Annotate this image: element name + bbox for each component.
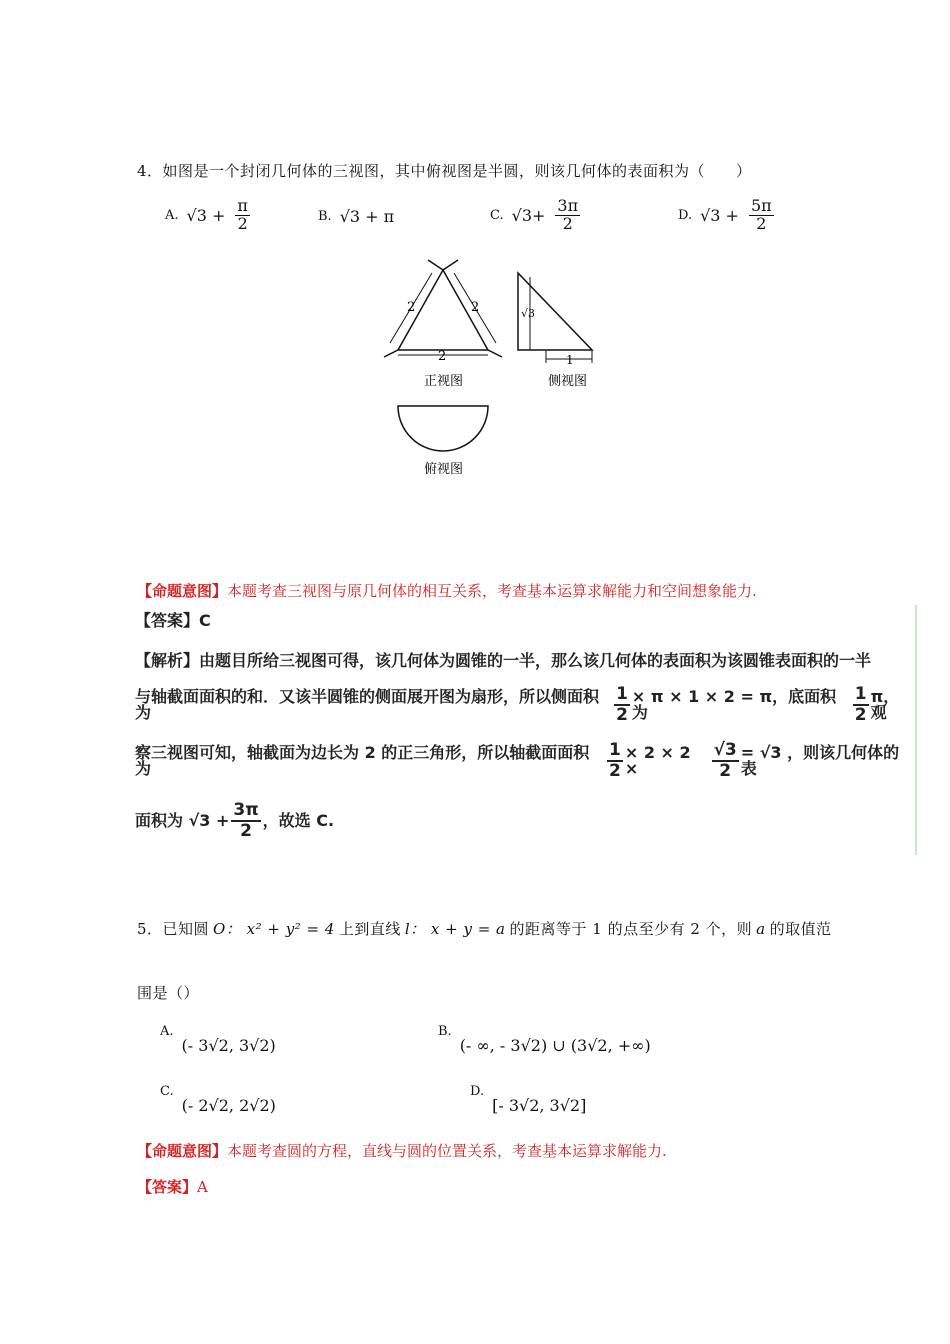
option-text: (- 2√2, 2√2) [181, 1096, 276, 1115]
analysis-text: ，故选 C. [262, 810, 335, 830]
option-label: B. [318, 209, 332, 224]
q4-option-a[interactable] [165, 198, 252, 233]
fraction-num: √3 [713, 740, 737, 760]
q5-option-d[interactable] [470, 1084, 586, 1115]
option-int: √3 + [186, 205, 226, 225]
q4-answer [135, 613, 211, 629]
stem-text: 的取值范 [769, 920, 832, 938]
front-caption: 正视图 [424, 374, 464, 389]
option-text: (- 3√2, 3√2) [181, 1036, 276, 1055]
option-label: D. [470, 1084, 485, 1099]
fraction-half [607, 741, 623, 780]
answer-value: A [197, 1178, 208, 1196]
q5-stem [137, 918, 832, 939]
analysis-text: 与轴截面面积的和．又该半圆锥的侧面展开图为扇形，所以侧面积为 [135, 686, 600, 722]
fraction-half [614, 685, 630, 724]
option-fraction [555, 198, 580, 233]
side-caption: 侧视图 [548, 374, 588, 389]
intent-text: 本题考查圆的方程，直线与圆的位置关系，考查基本运算求解能力. [227, 1142, 667, 1160]
q5-stem-2: 围是（） [137, 984, 200, 1002]
front-label-left: 2 [407, 300, 416, 315]
option-label: D. [678, 207, 693, 223]
option-label: C. [490, 207, 504, 223]
q4-option-b[interactable] [318, 207, 394, 226]
variable-a: a [756, 919, 766, 938]
fraction-half [853, 685, 869, 724]
analysis-text: × π × 1 × 2 = π，底面积为 [631, 686, 837, 722]
stem-text: 5．已知圆 [137, 920, 210, 938]
option-fraction [749, 198, 774, 233]
analysis-text: 面积为 √3 + [135, 810, 230, 830]
analysis-text: 由题目所给三视图可得，该几何体为圆锥的一半，那么该几何体的表面积为该圆锥表面积的一半 [199, 651, 872, 670]
front-label-right: 2 [471, 300, 480, 315]
top-view-semicircle [398, 406, 488, 451]
analysis-text: = √3 ，则该几何体的表 [740, 742, 900, 778]
fraction-den: 2 [616, 704, 628, 725]
option-label: B. [438, 1024, 452, 1039]
option-int: √3+ [511, 205, 546, 225]
q4-option-c[interactable] [490, 198, 582, 233]
q5-option-b[interactable] [438, 1024, 651, 1055]
fraction-num: 3π [233, 800, 259, 820]
fraction-den: 2 [719, 760, 732, 781]
q4-stem: 4．如图是一个封闭几何体的三视图，其中俯视图是半圆，则该几何体的表面积为（ ） [137, 162, 752, 180]
intent-tag: 【命题意图】 [137, 582, 228, 600]
stem-text: 的距离等于 1 的点至少有 2 个，则 [509, 920, 753, 938]
fraction-den: 2 [854, 704, 867, 725]
stem-text: 上到直线 [338, 920, 401, 938]
q5-answer [137, 1176, 208, 1197]
fraction-den: 2 [562, 213, 573, 233]
front-view [384, 260, 502, 357]
answer-value: C [199, 611, 211, 630]
q5-intent [137, 1140, 667, 1161]
side-label-height: √3 [521, 307, 536, 320]
top-caption: 俯视图 [424, 462, 464, 477]
three-view-figure [370, 255, 610, 485]
analysis-text: × 2 × 2 × [624, 742, 691, 778]
analysis-line-3 [135, 741, 915, 780]
fraction-num: 5π [750, 196, 772, 215]
fraction-num: 1 [854, 684, 867, 704]
answer-tag: 【答案】 [135, 611, 200, 630]
q4-intent [137, 580, 757, 601]
fraction-den: 2 [609, 760, 621, 781]
option-label: A. [165, 207, 179, 223]
option-label: A. [160, 1024, 174, 1039]
analysis-line-4 [135, 801, 334, 840]
fraction-3pi-half [231, 801, 260, 840]
analysis-line-1 [135, 653, 871, 669]
side-label-width: 1 [566, 353, 574, 367]
fraction-num: π [237, 196, 248, 215]
answer-analysis-box [135, 605, 917, 855]
fraction-den: 2 [756, 213, 767, 233]
answer-tag: 【答案】 [137, 1178, 198, 1196]
option-label: C. [160, 1084, 174, 1099]
front-label-bottom: 2 [438, 349, 447, 364]
option-text: (- ∞, - 3√2) ∪ (3√2, +∞) [459, 1036, 651, 1055]
analysis-tag: 【解析】 [135, 651, 200, 670]
option-int: √3 + π [339, 207, 395, 226]
circle-equation: O： x² + y² = 4 [213, 920, 335, 938]
line-equation: l： x + y = a [404, 920, 506, 938]
fraction-den: 2 [240, 820, 252, 841]
q5-option-a[interactable] [160, 1024, 276, 1055]
intent-tag: 【命题意图】 [137, 1142, 228, 1160]
option-text: [- 3√2, 3√2] [492, 1096, 587, 1115]
fraction-num: 1 [609, 740, 621, 760]
fraction-sqrt3-half [712, 741, 739, 780]
analysis-text: 察三视图可知，轴截面为边长为 2 的正三角形，所以轴截面面积为 [135, 742, 590, 778]
option-fraction [235, 198, 250, 233]
option-int: √3 + [700, 205, 739, 225]
fraction-num: 1 [616, 684, 628, 704]
q5-option-c[interactable] [160, 1084, 276, 1115]
intent-text: 本题考查三视图与原几何体的相互关系，考查基本运算求解能力和空间想象能力. [227, 582, 757, 600]
q4-option-d[interactable] [678, 198, 776, 233]
fraction-num: 3π [557, 196, 579, 215]
analysis-text: π，观 [870, 686, 900, 722]
fraction-den: 2 [237, 213, 248, 233]
analysis-line-2 [135, 685, 915, 724]
